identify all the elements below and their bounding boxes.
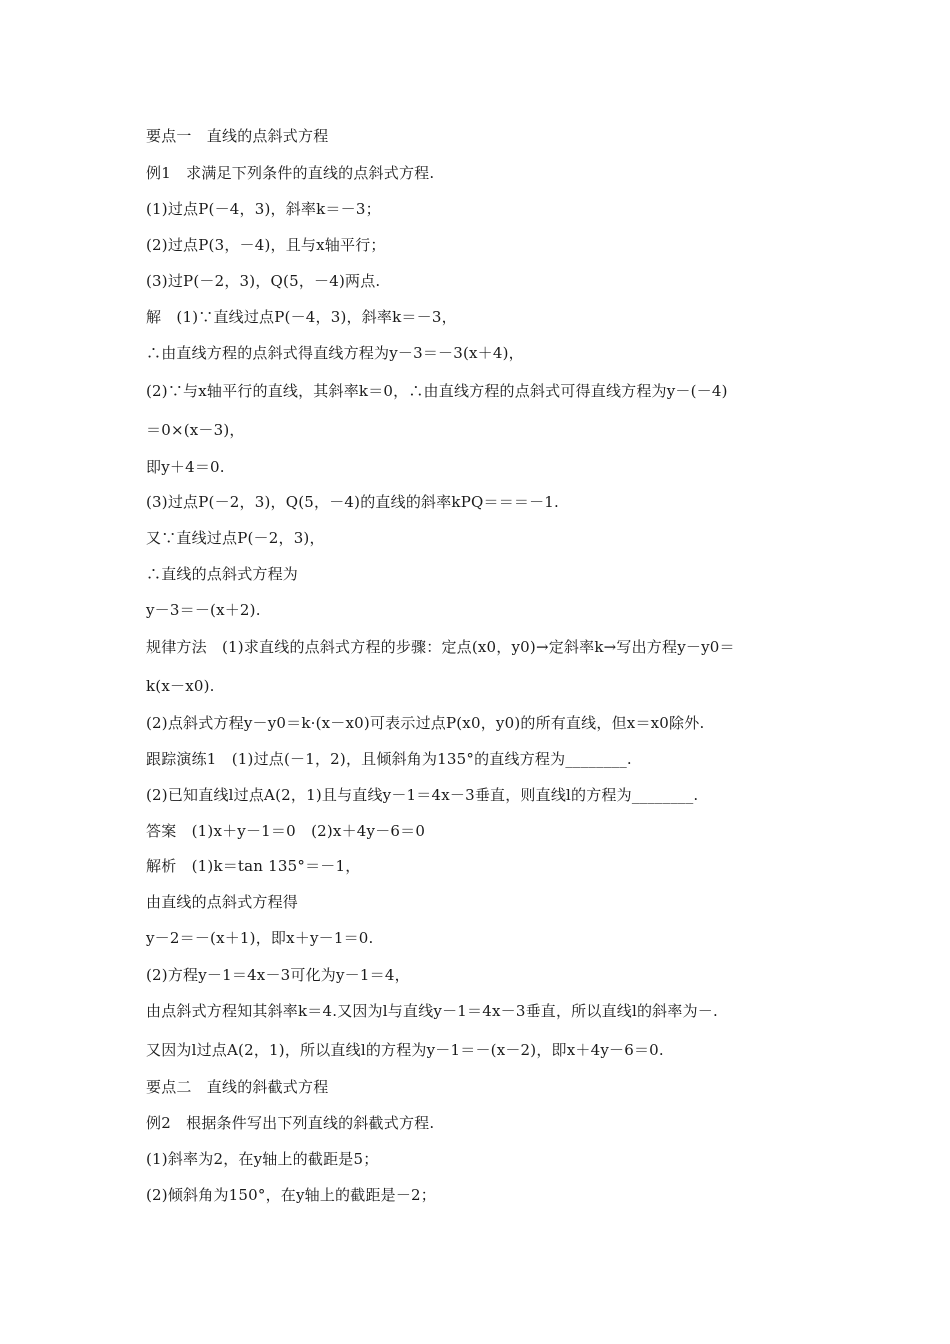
example-2-title: 例2 根据条件写出下列直线的斜截式方程. [146,1114,435,1132]
practice-1-item-1: 跟踪演练1 (1)过点(－1，2)，且倾斜角为135°的直线方程为________. [146,750,632,768]
method-line-3: (2)点斜式方程y－y0＝k·(x－x0)可表示过点P(x0，y0)的所有直线，但x＝x0除外. [146,714,705,732]
method-line-1: 规律方法 (1)求直线的点斜式方程的步骤：定点(x0，y0)→定斜率k→写出方程y－y0＝ [146,638,735,656]
practice-1-item-2: (2)已知直线l过点A(2，1)且与直线y－1＝4x－3垂直，则直线l的方程为________. [146,786,699,804]
analysis-line-3: y－2＝－(x＋1)，即x＋y－1＝0. [146,929,374,947]
solution-line-8: ∴直线的点斜式方程为 [146,565,299,583]
solution-line-1: 解 (1)∵直线过点P(－4，3)，斜率k＝－3， [146,308,457,326]
section-heading-2: 要点二 直线的斜截式方程 [146,1078,329,1096]
example-1-item-3: (3)过P(－2，3)，Q(5，－4)两点. [146,272,381,290]
solution-line-5: 即y＋4＝0. [146,458,225,476]
example-1-item-1: (1)过点P(－4，3)，斜率k＝－3； [146,200,381,218]
analysis-line-6: 又因为l过点A(2，1)，所以直线l的方程为y－1＝－(x－2)，即x＋4y－6＝0. [146,1041,664,1059]
analysis-line-4: (2)方程y－1＝4x－3可化为y－1＝4， [146,966,410,984]
example-2-item-2: (2)倾斜角为150°，在y轴上的截距是－2； [146,1186,436,1204]
solution-line-4: ＝0×(x－3)， [146,421,245,439]
answer-line: 答案 (1)x＋y－1＝0 (2)x＋4y－6＝0 [146,822,426,840]
solution-line-9: y－3＝－(x＋2). [146,601,261,619]
example-2-item-1: (1)斜率为2，在y轴上的截距是5； [146,1150,379,1168]
section-heading-1: 要点一 直线的点斜式方程 [146,127,329,145]
solution-line-3: (2)∵与x轴平行的直线，其斜率k＝0，∴由直线方程的点斜式可得直线方程为y－(－4) [146,382,728,400]
analysis-line-5: 由点斜式方程知其斜率k＝4.又因为l与直线y－1＝4x－3垂直，所以直线l的斜率为－. [146,1002,718,1020]
example-1-item-2: (2)过点P(3，－4)，且与x轴平行； [146,236,386,254]
solution-line-6: (3)过点P(－2，3)，Q(5，－4)的直线的斜率kPQ＝＝＝－1. [146,493,560,511]
solution-line-2: ∴由直线方程的点斜式得直线方程为y－3＝－3(x＋4)， [146,344,524,362]
solution-line-7: 又∵直线过点P(－2，3)， [146,529,325,547]
analysis-line-1: 解析 (1)k＝tan 135°＝－1， [146,857,361,875]
analysis-line-2: 由直线的点斜式方程得 [146,893,299,911]
example-1-title: 例1 求满足下列条件的直线的点斜式方程. [146,164,435,182]
method-line-2: k(x－x0). [146,677,215,695]
